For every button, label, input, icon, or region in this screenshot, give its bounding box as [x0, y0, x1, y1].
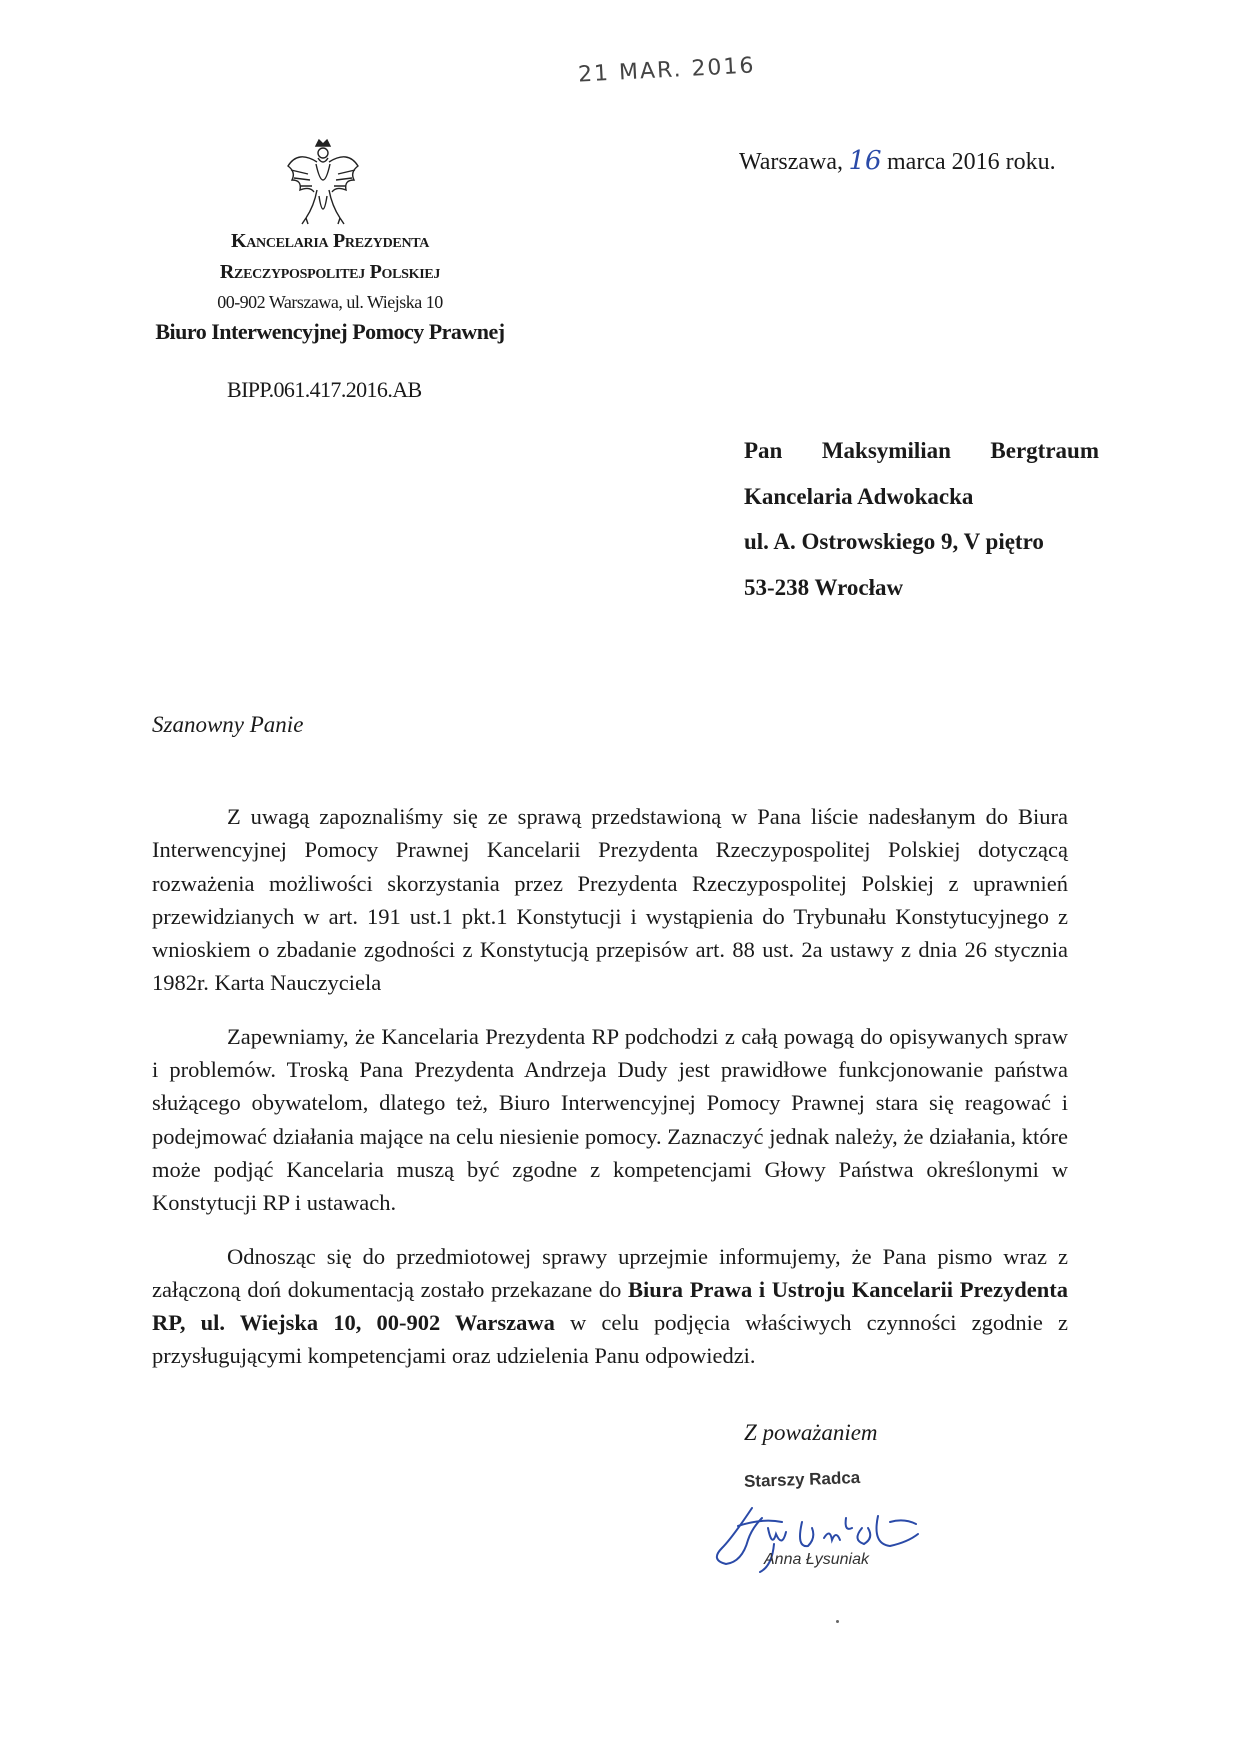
sender-address: 00-902 Warszawa, ul. Wiejska 10 — [217, 292, 443, 312]
p3-bold-address: Biura Prawa i Ustroju Kancelarii Prezydenta RP, ul. Wiejska 10, 00-902 Warszawa — [152, 1276, 1069, 1336]
body-paragraph-1: Z uwagą zapoznaliśmy się ze sprawą przedstawioną w Pana liście nadesłanym do Biura Interwencyjnej Pomocy Prawnej Kancelarii Prezydenta Rzeczypospolitej Polskiej dotyczącą rozważenia możliwości skorzystania przez Prezydenta Rzeczypospolitej Polskiej z uprawnień przewidzianych w art. 191 ust.1 pkt.1 Konstytucji i wystąpienia do Trybunału Konstytucyjnego z wnioskiem o zbadanie zgodności z Konstytucją przepisów art. 88 ust. 2a ustawy z dnia 26 stycznia 1982r. Karta Nauczyciela — [152, 804, 1068, 996]
sender-name-line1: Kancelaria Prezydenta — [230, 230, 430, 252]
scan-speck — [836, 1620, 839, 1623]
recipient-line3: ul. A. Ostrowskiego 9, V piętro — [744, 529, 1044, 554]
signatory-title-stamp: Starszy Radca — [743, 1467, 861, 1492]
recipient-line2: Kancelaria Adwokacka — [744, 483, 974, 509]
recipient-last-name: Bergtraum — [990, 438, 1099, 463]
recipient-title: Pan — [744, 438, 783, 463]
salutation: Szanowny Panie — [152, 712, 304, 737]
recipient-first-name: Maksymilian — [821, 438, 951, 463]
recipient-line4: 53-238 Wrocław — [744, 574, 904, 600]
sender-block — [140, 226, 520, 348]
letter-body — [152, 800, 1068, 1393]
recipient-block — [744, 428, 1099, 610]
date-rest: marca 2016 roku. — [887, 149, 1056, 175]
signatory-name-stamp: Anna Łysuniak — [764, 1551, 869, 1568]
place: Warszawa, — [739, 149, 844, 175]
handwritten-day: 16 — [848, 146, 882, 176]
p3-text-a: Odnosząc się do przedmiotowej sprawy uprzejmie informujemy, że Pana pismo wraz z załączoną doń dokumentacją zostało przekazane do — [152, 1243, 1068, 1302]
closing: Z poważaniem — [744, 1420, 878, 1445]
p3-text-b: w celu podjęcia właściwych czynności zgodnie z przysługującymi kompetencjami oraz udzielenia Panu odpowiedzi. — [152, 1310, 1068, 1369]
eagle-emblem-icon — [284, 136, 362, 226]
received-date-stamp: 21 MAR. 2016 — [577, 53, 757, 88]
reference-number: BIPP.061.417.2016.AB — [227, 377, 422, 402]
sender-name-line2: Rzeczypospolitej Polskiej — [219, 261, 441, 283]
place-and-date — [739, 146, 1056, 176]
handwritten-signature — [712, 1488, 932, 1588]
recipient-name — [744, 428, 1099, 474]
body-paragraph-3 — [152, 1240, 1068, 1373]
body-paragraph-2: Zapewniamy, że Kancelaria Prezydenta RP podchodzi z całą powagą do opisywanych spraw i problemów. Troską Pana Prezydenta Andrzeja Dudy jest prawidłowe funkcjonowanie państwa służącego obywatelom, dlatego też, Biuro Interwencyjnej Pomocy Prawnej stara się reagować i podejmować działania mające na celu niesienie pomocy. Zaznaczyć jednak należy, że działania, które może podjąć Kancelaria muszą być zgodne z kompetencjami Głowy Państwa określonymi w Konstytucji RP i ustawach. — [152, 1023, 1068, 1216]
sender-department: Biuro Interwencyjnej Pomocy Prawnej — [155, 319, 505, 344]
